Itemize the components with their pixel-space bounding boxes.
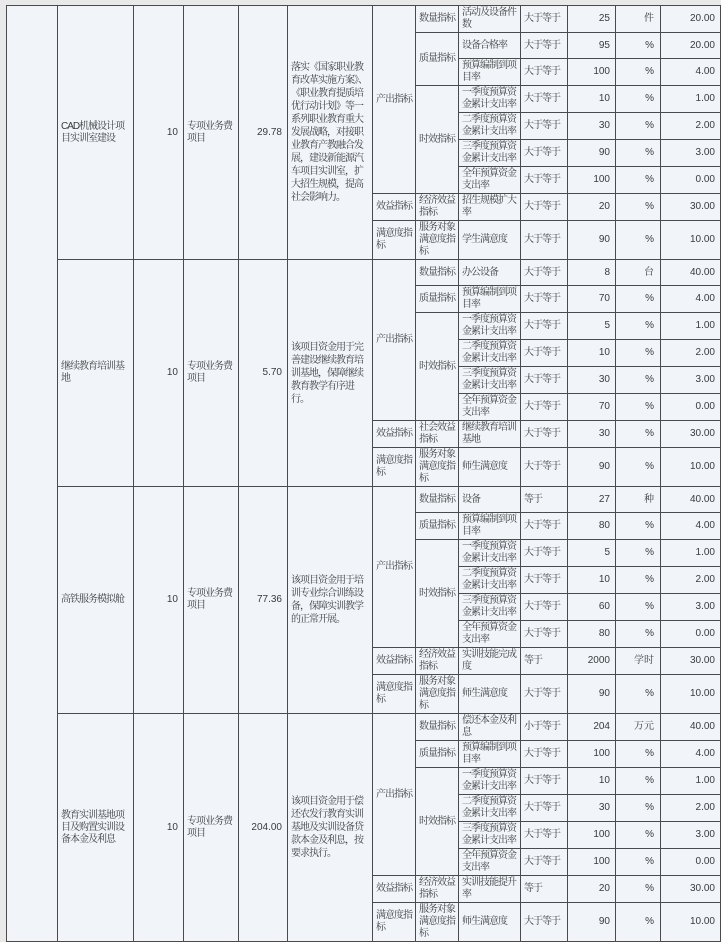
indicator-subcategory-cell: 时效指标: [416, 313, 459, 421]
indicator-name-cell: 三季度预算资金累计支出率: [459, 140, 521, 167]
project-type-cell: 专项业务费项目: [184, 260, 239, 487]
comparison-cell: 大于等于: [521, 6, 568, 33]
indicator-value-cell: 90: [568, 903, 616, 942]
indicator-unit-cell: 万元: [616, 714, 661, 741]
indicator-subcategory-cell: 时效指标: [416, 768, 459, 876]
indicator-category-cell: 满意度指标: [373, 448, 416, 487]
indicator-weight-cell: 3.00: [661, 367, 721, 394]
indicator-weight-cell: 2.00: [661, 567, 721, 594]
indicator-weight-cell: 3.00: [661, 822, 721, 849]
indicator-category-cell: 满意度指标: [373, 903, 416, 942]
indicator-weight-cell: 0.00: [661, 621, 721, 648]
indicator-name-cell: 一季度预算资金累计支出率: [459, 540, 521, 567]
indicator-value-cell: 100: [568, 167, 616, 194]
indicator-subcategory-cell: 数量指标: [416, 487, 459, 513]
indicator-subcategory-cell: 时效指标: [416, 540, 459, 648]
indicator-weight-cell: 1.00: [661, 86, 721, 113]
indicator-unit-cell: %: [616, 194, 661, 221]
indicator-category-cell: 效益指标: [373, 648, 416, 675]
comparison-cell: 大于等于: [521, 675, 568, 714]
indicator-weight-cell: 30.00: [661, 876, 721, 903]
comparison-cell: 等于: [521, 648, 568, 675]
indicator-name-cell: 实训技能提升率: [459, 876, 521, 903]
indicator-subcategory-cell: 质量指标: [416, 741, 459, 768]
project-name-cell: 继续教育培训基地: [58, 260, 134, 487]
comparison-cell: 大于等于: [521, 313, 568, 340]
indicator-unit-cell: %: [616, 849, 661, 876]
indicator-name-cell: 预算编制到项目率: [459, 513, 521, 540]
indicator-value-cell: 20: [568, 194, 616, 221]
indicator-unit-cell: %: [616, 741, 661, 768]
indicator-unit-cell: %: [616, 140, 661, 167]
indicator-unit-cell: %: [616, 448, 661, 487]
indicator-weight-cell: 2.00: [661, 340, 721, 367]
indicator-unit-cell: 学时: [616, 648, 661, 675]
indicator-category-cell: 满意度指标: [373, 221, 416, 260]
indicator-subcategory-cell: 经济效益指标: [416, 648, 459, 675]
indicator-name-cell: 预算编制到项目率: [459, 286, 521, 313]
indicator-unit-cell: %: [616, 675, 661, 714]
comparison-cell: 大于等于: [521, 741, 568, 768]
comparison-cell: 大于等于: [521, 513, 568, 540]
indicator-weight-cell: 40.00: [661, 260, 721, 286]
project-type-cell: 专项业务费项目: [184, 487, 239, 714]
indicator-value-cell: 90: [568, 448, 616, 487]
indicator-value-cell: 204: [568, 714, 616, 741]
indicator-value-cell: 90: [568, 140, 616, 167]
indicator-unit-cell: %: [616, 903, 661, 942]
indicator-weight-cell: 10.00: [661, 221, 721, 260]
indicator-subcategory-cell: 时效指标: [416, 86, 459, 194]
indicator-unit-cell: %: [616, 567, 661, 594]
comparison-cell: 大于等于: [521, 286, 568, 313]
indicator-value-cell: 10: [568, 86, 616, 113]
indicator-name-cell: 师生满意度: [459, 903, 521, 942]
project-amount-cell: 29.78: [239, 6, 288, 260]
indicator-unit-cell: 台: [616, 260, 661, 286]
indicator-unit-cell: %: [616, 594, 661, 621]
comparison-cell: 大于等于: [521, 340, 568, 367]
indicator-category-cell: 产出指标: [373, 714, 416, 876]
comparison-cell: 大于等于: [521, 768, 568, 795]
indicator-value-cell: 30: [568, 795, 616, 822]
project-name-cell: CAD机械设计项目实训室建设: [58, 6, 134, 260]
indicator-unit-cell: %: [616, 221, 661, 260]
comparison-cell: 大于等于: [521, 567, 568, 594]
indicator-name-cell: 一季度预算资金累计支出率: [459, 768, 521, 795]
performance-indicator-table: [6, 5, 721, 942]
comparison-cell: 等于: [521, 487, 568, 513]
indicator-value-cell: 100: [568, 741, 616, 768]
indicator-value-cell: 100: [568, 849, 616, 876]
indicator-name-cell: 设备合格率: [459, 33, 521, 59]
project-name-cell: 高铁服务模拟舱: [58, 487, 134, 714]
indicator-name-cell: 活动及设备件数: [459, 6, 521, 33]
project-amount-cell: 77.36: [239, 487, 288, 714]
indicator-weight-cell: 4.00: [661, 59, 721, 86]
indicator-row: [7, 714, 721, 741]
indicator-unit-cell: %: [616, 540, 661, 567]
project-index-cell: 10: [134, 487, 184, 714]
indicator-name-cell: 三季度预算资金累计支出率: [459, 367, 521, 394]
indicator-row: [7, 6, 721, 33]
indicator-name-cell: 二季度预算资金累计支出率: [459, 795, 521, 822]
indicator-name-cell: 师生满意度: [459, 675, 521, 714]
comparison-cell: 大于等于: [521, 822, 568, 849]
project-amount-cell: 204.00: [239, 714, 288, 942]
indicator-subcategory-cell: 服务对象满意度指标: [416, 903, 459, 942]
indicator-value-cell: 60: [568, 594, 616, 621]
comparison-cell: 大于等于: [521, 903, 568, 942]
indicator-weight-cell: 4.00: [661, 741, 721, 768]
indicator-subcategory-cell: 质量指标: [416, 286, 459, 313]
indicator-row: [7, 487, 721, 513]
indicator-value-cell: 5: [568, 313, 616, 340]
indicator-unit-cell: %: [616, 367, 661, 394]
indicator-weight-cell: 4.00: [661, 513, 721, 540]
comparison-cell: 大于等于: [521, 167, 568, 194]
indicator-weight-cell: 0.00: [661, 394, 721, 421]
indicator-value-cell: 95: [568, 33, 616, 59]
indicator-unit-cell: %: [616, 795, 661, 822]
indicator-weight-cell: 10.00: [661, 903, 721, 942]
indicator-value-cell: 30: [568, 421, 616, 448]
indicator-unit-cell: %: [616, 59, 661, 86]
indicator-weight-cell: 30.00: [661, 421, 721, 448]
comparison-cell: 大于等于: [521, 367, 568, 394]
indicator-name-cell: 学生满意度: [459, 221, 521, 260]
indicator-unit-cell: %: [616, 768, 661, 795]
indicator-weight-cell: 1.00: [661, 540, 721, 567]
project-description-cell: 落实《国家职业教育改革实施方案》、《职业教育提质培优行动计划》等一系列职业教育重大发展战略，对接职业教育产教融合发展，建设新能源汽车项目实训室，扩大招生规模，提高社会影响力。: [288, 6, 373, 260]
project-description-cell: 该项目资金用于偿还农发行教育实训基地及实训设备贷款本金及利息，按要求执行。: [288, 714, 373, 942]
indicator-weight-cell: 40.00: [661, 487, 721, 513]
project-index-cell: 10: [134, 260, 184, 487]
indicator-category-cell: 产出指标: [373, 6, 416, 194]
indicator-name-cell: 一季度预算资金累计支出率: [459, 313, 521, 340]
indicator-weight-cell: 1.00: [661, 313, 721, 340]
performance-table-body: [7, 6, 721, 942]
indicator-unit-cell: %: [616, 313, 661, 340]
indicator-unit-cell: %: [616, 421, 661, 448]
comparison-cell: 大于等于: [521, 86, 568, 113]
comparison-cell: 大于等于: [521, 140, 568, 167]
indicator-name-cell: 实训技能完成度: [459, 648, 521, 675]
indicator-subcategory-cell: 数量指标: [416, 6, 459, 33]
indicator-value-cell: 100: [568, 59, 616, 86]
comparison-cell: 大于等于: [521, 421, 568, 448]
comparison-cell: 大于等于: [521, 221, 568, 260]
indicator-unit-cell: %: [616, 876, 661, 903]
indicator-subcategory-cell: 质量指标: [416, 33, 459, 86]
comparison-cell: 大于等于: [521, 260, 568, 286]
indicator-value-cell: 10: [568, 340, 616, 367]
indicator-weight-cell: 30.00: [661, 648, 721, 675]
indicator-name-cell: 二季度预算资金累计支出率: [459, 567, 521, 594]
indicator-name-cell: 一季度预算资金累计支出率: [459, 86, 521, 113]
project-index-cell: 10: [134, 714, 184, 942]
comparison-cell: 大于等于: [521, 621, 568, 648]
indicator-unit-cell: 种: [616, 487, 661, 513]
indicator-value-cell: 10: [568, 768, 616, 795]
indicator-subcategory-cell: 质量指标: [416, 513, 459, 540]
indicator-subcategory-cell: 服务对象满意度指标: [416, 221, 459, 260]
indicator-weight-cell: 10.00: [661, 448, 721, 487]
project-type-cell: 专项业务费项目: [184, 6, 239, 260]
comparison-cell: 大于等于: [521, 849, 568, 876]
indicator-name-cell: 全年预算资金支出率: [459, 621, 521, 648]
indicator-value-cell: 70: [568, 286, 616, 313]
comparison-cell: 大于等于: [521, 795, 568, 822]
indicator-unit-cell: %: [616, 286, 661, 313]
indicator-unit-cell: %: [616, 394, 661, 421]
indicator-unit-cell: %: [616, 113, 661, 140]
indicator-value-cell: 25: [568, 6, 616, 33]
indicator-name-cell: 设备: [459, 487, 521, 513]
indicator-subcategory-cell: 经济效益指标: [416, 876, 459, 903]
indicator-category-cell: 产出指标: [373, 487, 416, 648]
indicator-name-cell: 全年预算资金支出率: [459, 849, 521, 876]
indicator-weight-cell: 20.00: [661, 33, 721, 59]
indicator-name-cell: 预算编制到项目率: [459, 59, 521, 86]
indicator-name-cell: 二季度预算资金累计支出率: [459, 340, 521, 367]
project-name-cell: 教育实训基地项目及购置实训设备本金及利息: [58, 714, 134, 942]
indicator-category-cell: 产出指标: [373, 260, 416, 421]
project-type-cell: 专项业务费项目: [184, 714, 239, 942]
indicator-category-cell: 效益指标: [373, 194, 416, 221]
indicator-subcategory-cell: 服务对象满意度指标: [416, 675, 459, 714]
indicator-name-cell: 二季度预算资金累计支出率: [459, 113, 521, 140]
project-amount-cell: 5.70: [239, 260, 288, 487]
indicator-unit-cell: %: [616, 86, 661, 113]
indicator-value-cell: 2000: [568, 648, 616, 675]
project-description-cell: 该项目资金用于培训专业综合训练设备，保障实训教学的正常开展。: [288, 487, 373, 714]
indicator-unit-cell: %: [616, 33, 661, 59]
indicator-value-cell: 90: [568, 675, 616, 714]
comparison-cell: 大于等于: [521, 540, 568, 567]
indicator-weight-cell: 30.00: [661, 194, 721, 221]
indicator-weight-cell: 0.00: [661, 167, 721, 194]
project-index-cell: 10: [134, 6, 184, 260]
indicator-unit-cell: 件: [616, 6, 661, 33]
indicator-weight-cell: 3.00: [661, 140, 721, 167]
indicator-unit-cell: %: [616, 513, 661, 540]
indicator-unit-cell: %: [616, 340, 661, 367]
indicator-category-cell: 效益指标: [373, 876, 416, 903]
indicator-weight-cell: 2.00: [661, 795, 721, 822]
indicator-category-cell: 效益指标: [373, 421, 416, 448]
indicator-value-cell: 80: [568, 621, 616, 648]
comparison-cell: 大于等于: [521, 194, 568, 221]
comparison-cell: 大于等于: [521, 59, 568, 86]
indicator-subcategory-cell: 数量指标: [416, 260, 459, 286]
indicator-name-cell: 三季度预算资金累计支出率: [459, 822, 521, 849]
indicator-value-cell: 20: [568, 876, 616, 903]
indicator-weight-cell: 0.00: [661, 849, 721, 876]
comparison-cell: 小于等于: [521, 714, 568, 741]
indicator-name-cell: 三季度预算资金累计支出率: [459, 594, 521, 621]
indicator-weight-cell: 1.00: [661, 768, 721, 795]
indicator-value-cell: 90: [568, 221, 616, 260]
indicator-value-cell: 5: [568, 540, 616, 567]
indicator-weight-cell: 2.00: [661, 113, 721, 140]
indicator-name-cell: 全年预算资金支出率: [459, 394, 521, 421]
indicator-weight-cell: 20.00: [661, 6, 721, 33]
indicator-name-cell: 师生满意度: [459, 448, 521, 487]
indicator-name-cell: 继续教育培训基地: [459, 421, 521, 448]
indicator-subcategory-cell: 社会效益指标: [416, 421, 459, 448]
comparison-cell: 等于: [521, 876, 568, 903]
indicator-category-cell: 满意度指标: [373, 675, 416, 714]
indicator-value-cell: 70: [568, 394, 616, 421]
indicator-value-cell: 100: [568, 822, 616, 849]
indicator-unit-cell: %: [616, 621, 661, 648]
project-description-cell: 该项目资金用于完善建设继续教育培训基地，保障继续教育教学有序进行。: [288, 260, 373, 487]
comparison-cell: 大于等于: [521, 33, 568, 59]
comparison-cell: 大于等于: [521, 448, 568, 487]
comparison-cell: 大于等于: [521, 113, 568, 140]
indicator-name-cell: 招生规模扩大率: [459, 194, 521, 221]
indicator-subcategory-cell: 服务对象满意度指标: [416, 448, 459, 487]
indicator-name-cell: 办公设备: [459, 260, 521, 286]
indicator-subcategory-cell: 数量指标: [416, 714, 459, 741]
indicator-weight-cell: 40.00: [661, 714, 721, 741]
indicator-name-cell: 预算编制到项目率: [459, 741, 521, 768]
indicator-weight-cell: 3.00: [661, 594, 721, 621]
comparison-cell: 大于等于: [521, 394, 568, 421]
indicator-value-cell: 8: [568, 260, 616, 286]
indicator-value-cell: 80: [568, 513, 616, 540]
indicator-name-cell: 偿还本金及利息: [459, 714, 521, 741]
indicator-row: [7, 260, 721, 286]
indicator-weight-cell: 10.00: [661, 675, 721, 714]
indicator-unit-cell: %: [616, 822, 661, 849]
indicator-value-cell: 30: [568, 367, 616, 394]
comparison-cell: 大于等于: [521, 594, 568, 621]
indicator-subcategory-cell: 经济效益指标: [416, 194, 459, 221]
performance-table-container: [6, 5, 721, 942]
indicator-name-cell: 全年预算资金支出率: [459, 167, 521, 194]
indicator-value-cell: 30: [568, 113, 616, 140]
left-margin-cell: [7, 6, 58, 942]
indicator-value-cell: 10: [568, 567, 616, 594]
indicator-value-cell: 27: [568, 487, 616, 513]
indicator-unit-cell: %: [616, 167, 661, 194]
indicator-weight-cell: 4.00: [661, 286, 721, 313]
